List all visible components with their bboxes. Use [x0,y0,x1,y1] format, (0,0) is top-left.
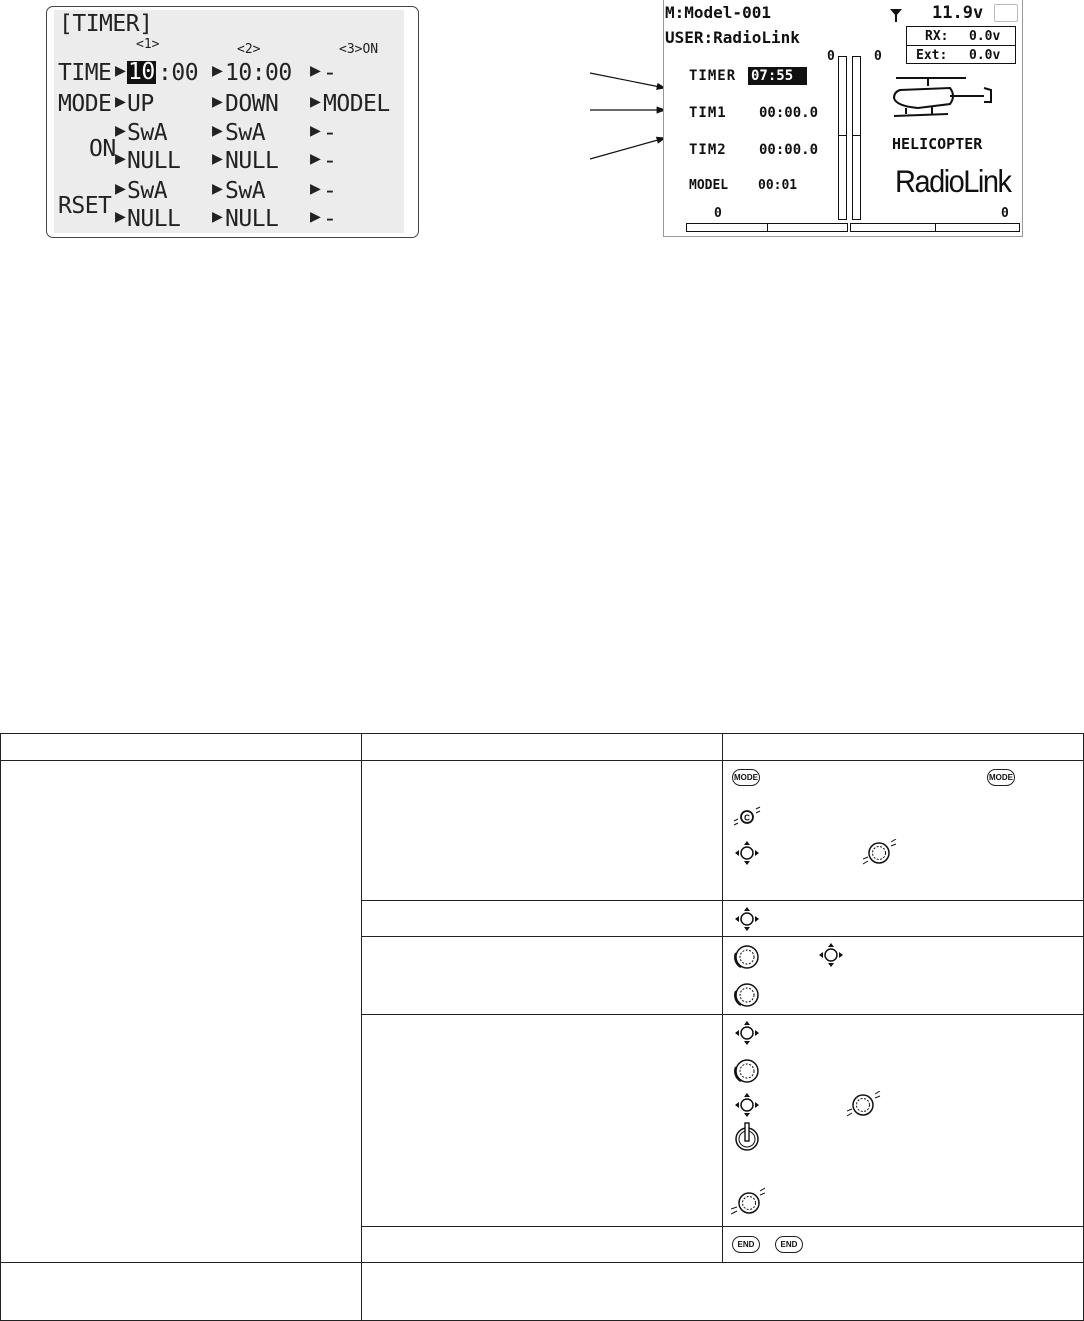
timer-label: TIMER [689,68,737,84]
timer-setup-screen [46,6,419,238]
tx-voltage: 11.9v [932,3,984,23]
on-3-position[interactable]: - [323,148,337,174]
mode-row-label: MODE [58,91,112,117]
arrow-icon: ▶ [115,60,126,81]
step-cell-4 [362,1015,723,1227]
brand-logo: RadioLink [895,164,1011,200]
time-1-cursor[interactable]: 10 [128,59,155,85]
pointer-arrows [588,66,668,170]
vertical-trim-bar-1 [838,56,847,220]
on-1-switch[interactable]: SwA [127,120,168,146]
tim1-value[interactable]: 00:00.0 [759,105,819,121]
vbar-right-zero: 0 [874,49,882,64]
bottom-left-cell [1,1263,362,1321]
end-key-icon: END [732,1236,760,1253]
horizontal-trim-bar-1 [686,223,848,232]
home-screen [663,0,1023,237]
direction-key-icon [735,839,759,867]
rset-row-label: RSET [58,193,112,219]
model-timer-label: MODEL [689,178,729,193]
bottom-right-cell [362,1263,1084,1321]
model-timer-value: 00:01 [758,178,798,193]
arrow-icon: ▶ [115,148,126,169]
arrow-icon: ▶ [212,60,223,81]
mode-key-icon: MODE [987,769,1015,786]
arrow-icon: ▶ [115,178,126,199]
table-header-step [362,734,723,761]
push-dial-icon [732,805,762,829]
model-type: HELICOPTER [892,135,983,153]
on-2-position[interactable]: NULL [225,148,279,174]
time-row-label: TIME [58,60,112,86]
ext-label: Ext: [916,48,948,63]
dial-rotate-icon [733,943,761,971]
timer-value[interactable]: 07:55 [748,67,807,85]
instruction-table [0,733,1084,1321]
switch-toggle-icon [733,1121,761,1153]
rset-3-position[interactable]: - [323,206,337,232]
arrow-to-tim2 [590,138,665,159]
operation-cell-5 [723,1227,1084,1263]
arrow-icon: ▶ [212,91,223,112]
step-cell-5 [362,1227,723,1263]
vertical-trim-bar-2 [852,56,861,220]
ext-value: 0.0v [969,48,1001,63]
time-2-value[interactable]: 10:00 [225,60,292,86]
helicopter-icon [888,74,998,124]
dial-rotate-icon [733,981,761,1009]
time-3-value[interactable]: - [323,60,337,86]
user-name: USER:RadioLink [665,28,800,47]
vbar-left-zero: 0 [827,49,835,64]
rset-1-switch[interactable]: SwA [127,178,168,204]
tim2-value[interactable]: 00:00.0 [759,142,819,158]
arrow-icon: ▶ [310,148,321,169]
timer-setup-display: [TIMER] <1> <2> <3>ON TIME ▶ 10 :00 ▶ 10:00 ▶ - MODE ▶ UP ▶ DOWN ▶ MODEL ON ▶ SwA ▶ SwA ▶ - ▶ NULL ▶ NULL ▶ - RSET ▶ SwA ▶ SwA ▶ - ▶ NULL ▶ NULL ▶ - [54,10,404,233]
arrow-icon: ▶ [310,120,321,141]
arrow-icon: ▶ [212,206,223,227]
antenna-icon [890,8,902,22]
on-1-position[interactable]: NULL [127,148,181,174]
timer-column-2: <2> [237,42,261,57]
arrow-icon: ▶ [310,91,321,112]
operation-cell-4 [723,1015,1084,1227]
timer-screen-title: [TIMER] [59,11,153,37]
voltage-box [906,26,1016,64]
operation-cell-3 [723,937,1084,1015]
arrow-icon: ▶ [115,120,126,141]
arrow-to-timer [590,73,665,88]
rset-2-switch[interactable]: SwA [225,178,266,204]
arrow-icon: ▶ [115,91,126,112]
table-header-operation [723,734,1084,761]
operation-cell-2 [723,901,1084,937]
on-3-switch[interactable]: - [323,120,337,146]
dial-press-icon [863,839,897,867]
battery-icon [994,4,1018,22]
arrow-icon: ▶ [212,178,223,199]
direction-key-icon [819,941,843,969]
step-cell-2 [362,901,723,937]
rx-value: 0.0v [969,29,1001,44]
goal-cell [1,761,362,1263]
model-name: M:Model-001 [665,3,771,22]
trim-left-zero: 0 [714,206,722,221]
arrow-icon: ▶ [310,60,321,81]
tim2-label: TIM2 [689,142,727,158]
arrow-icon: ▶ [115,206,126,227]
svg-text:C: C [744,813,750,823]
trim-right-zero: 0 [1001,206,1009,221]
on-row-label: ON [89,136,116,162]
end-key-icon: END [775,1236,803,1253]
rset-3-switch[interactable]: - [323,178,337,204]
horizontal-trim-bar-2 [850,223,1020,232]
rx-label: RX: [925,29,949,44]
timer-column-3: <3>ON [339,42,379,57]
mode-3-value[interactable]: MODEL [323,91,390,117]
step-cell-1 [362,761,723,901]
rset-2-position[interactable]: NULL [225,206,279,232]
mode-1-value[interactable]: UP [127,91,154,117]
arrow-icon: ▶ [310,206,321,227]
arrow-icon: ▶ [310,178,321,199]
direction-key-icon [735,1019,759,1047]
direction-key-icon [735,1091,759,1119]
mode-2-value[interactable]: DOWN [225,91,279,117]
on-2-switch[interactable]: SwA [225,120,266,146]
rset-1-position[interactable]: NULL [127,206,181,232]
tim1-label: TIM1 [689,105,727,121]
arrow-icon: ▶ [212,120,223,141]
dial-press-icon [847,1091,881,1119]
timer-column-1: <1> [136,37,160,52]
dial-press-icon [731,1187,765,1217]
mode-key-icon: MODE [732,769,760,786]
direction-key-icon [735,905,759,933]
table-header-goal [1,734,362,761]
arrow-icon: ▶ [212,148,223,169]
step-cell-3 [362,937,723,1015]
dial-rotate-icon [733,1057,761,1085]
operation-cell-1 [723,761,1084,901]
